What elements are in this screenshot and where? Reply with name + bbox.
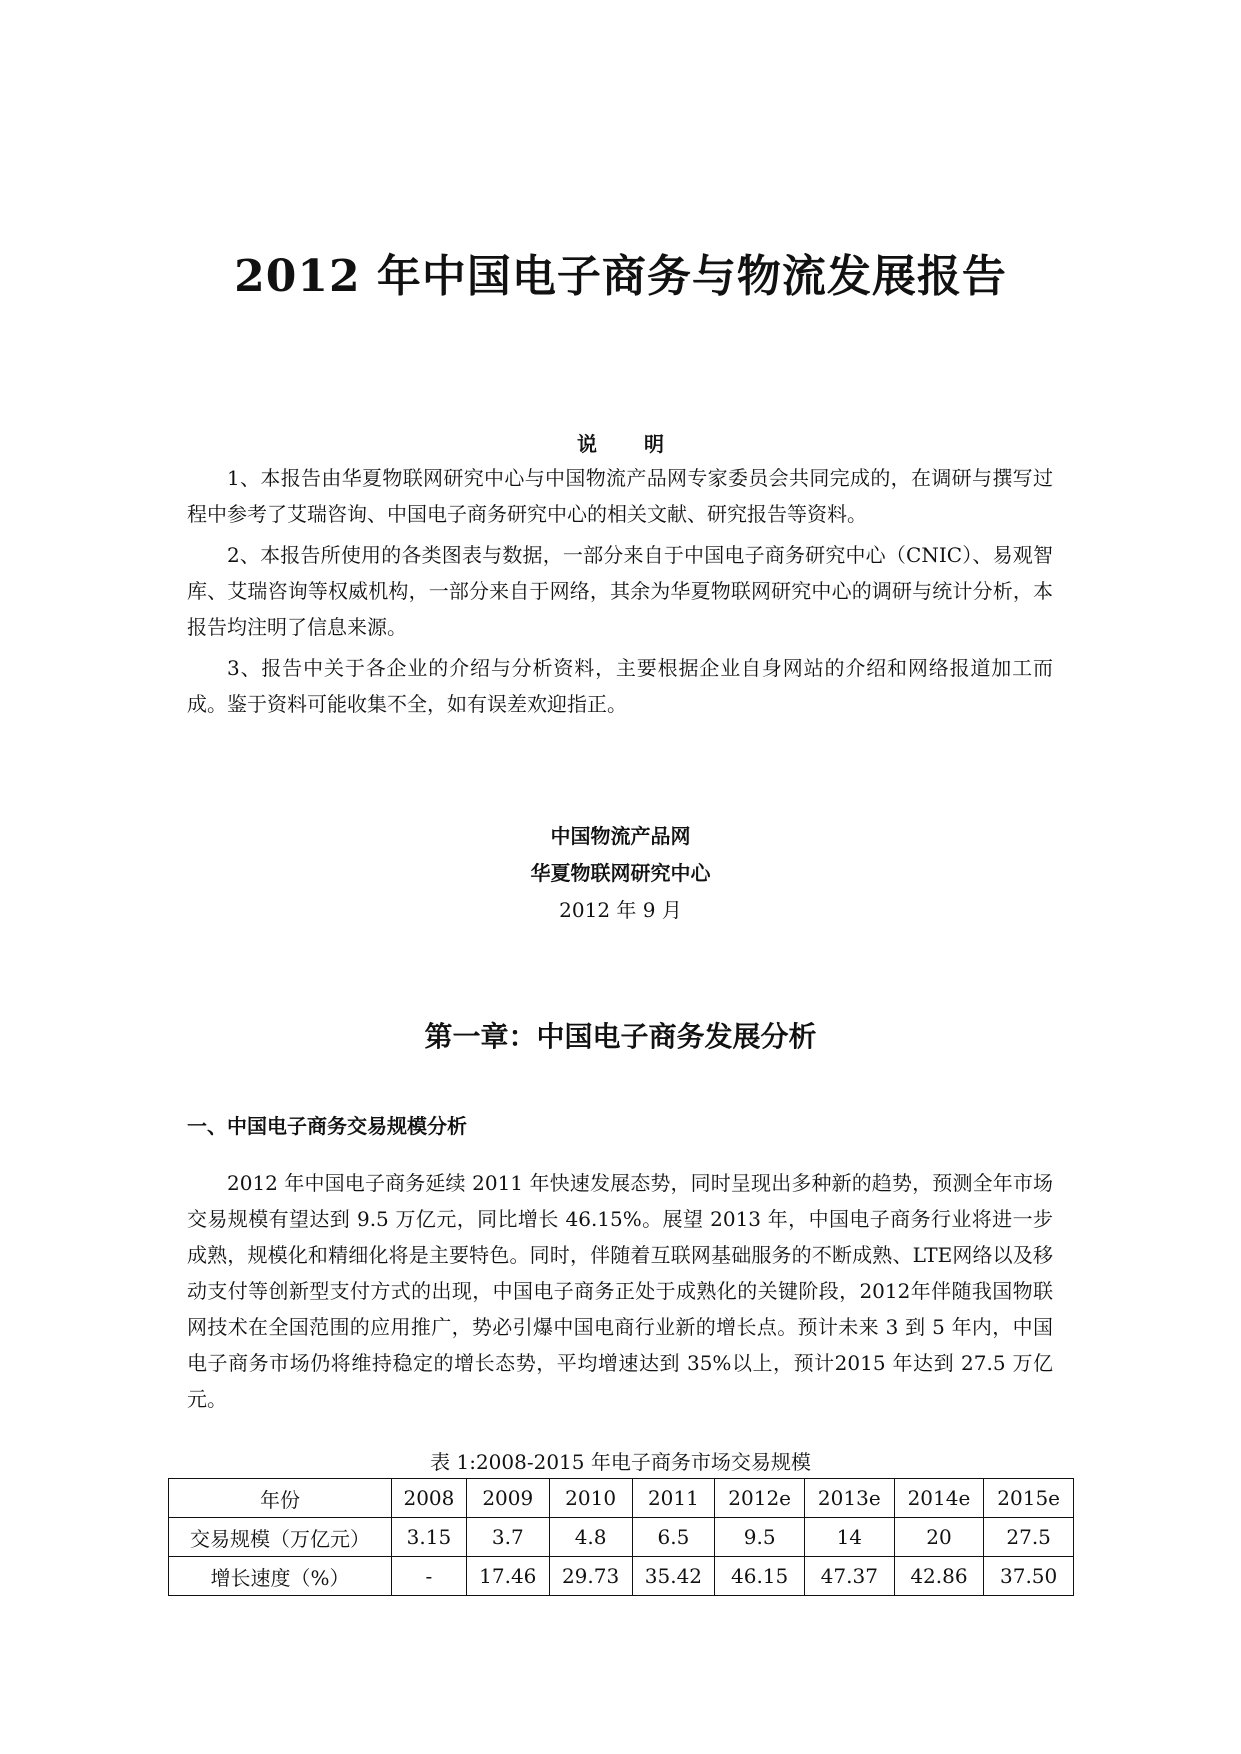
table-header-cell: 2015e <box>984 1479 1074 1518</box>
table-header-cell: 2009 <box>466 1479 549 1518</box>
section-title: 一、中国电子商务交易规模分析 <box>187 1114 467 1138</box>
table-cell: 4.8 <box>549 1518 632 1557</box>
table-row <box>169 1518 1074 1557</box>
table-cell: 增长速度（%） <box>169 1557 392 1596</box>
table-cell: 9.5 <box>715 1518 805 1557</box>
report-title: 2012 年中国电子商务与物流发展报告 <box>234 251 1007 302</box>
note-paragraph-1: 1、本报告由华夏物联网研究中心与中国物流产品网专家委员会共同完成的，在调研与撰写过程中参考了艾瑞咨询、中国电子商务研究中心的相关文献、研究报告等资料。 <box>187 466 1053 526</box>
table-cell: 20 <box>894 1518 984 1557</box>
table-header-cell: 2012e <box>715 1479 805 1518</box>
market-scale-table <box>168 1478 1074 1596</box>
table-cell: 3.7 <box>466 1518 549 1557</box>
table-cell: 3.15 <box>392 1518 467 1557</box>
table-cell: 14 <box>804 1518 894 1557</box>
note-paragraph-3: 3、报告中关于各企业的介绍与分析资料，主要根据企业自身网站的介绍和网络报道加工而成。鉴于资料可能收集不全，如有误差欢迎指正。 <box>187 656 1053 716</box>
table-cell: 6.5 <box>632 1518 715 1557</box>
note-heading: 说 明 <box>577 432 664 456</box>
table-header-cell: 2014e <box>894 1479 984 1518</box>
table-header-cell: 2008 <box>392 1479 467 1518</box>
table-cell: 17.46 <box>466 1557 549 1596</box>
table-cell: 29.73 <box>549 1557 632 1596</box>
table-header-cell: 2013e <box>804 1479 894 1518</box>
table-cell: 27.5 <box>984 1518 1074 1557</box>
table-header-cell: 年份 <box>169 1479 392 1518</box>
table-cell: 37.50 <box>984 1557 1074 1596</box>
table-row <box>169 1557 1074 1596</box>
table-header-cell: 2010 <box>549 1479 632 1518</box>
note-paragraph-2: 2、本报告所使用的各类图表与数据，一部分来自于中国电子商务研究中心（CNIC）、易观智库、艾瑞咨询等权威机构，一部分来自于网络，其余为华夏物联网研究中心的调研与统计分析，本报告均注明了信息来源。 <box>187 543 1053 639</box>
table-cell: 35.42 <box>632 1557 715 1596</box>
section-paragraph: 2012 年中国电子商务延续 2011 年快速发展态势，同时呈现出多种新的趋势，预测全年市场交易规模有望达到 9.5 万亿元，同比增长 46.15%。展望 2013 年，中国电子商务行业将进一步成熟，规模化和精细化将是主要特色。同时，伴随着互联网基础服务的不断成熟、LTE网络以及移动支付等创新型支付方式的出现，中国电子商务正处于成熟化的关键阶段，2012年伴随我国物联网技术在全国范围的应用推广，势必引爆中国电商行业新的增长点。预计未来 3 到 5 年内，中国电子商务市场仍将维持稳定的增长态势，平均增速达到 35%以上，预计2015 年达到 27.5 万亿元。 <box>187 1171 1053 1411</box>
table-header-row <box>169 1479 1074 1518</box>
report-date: 2012 年 9 月 <box>559 898 682 922</box>
table-cell: 42.86 <box>894 1557 984 1596</box>
table-cell: 交易规模（万亿元） <box>169 1518 392 1557</box>
table-caption: 表 1:2008-2015 年电子商务市场交易规模 <box>430 1450 811 1474</box>
chapter-title: 第一章：中国电子商务发展分析 <box>424 1020 817 1053</box>
table-cell: 46.15 <box>715 1557 805 1596</box>
org-name-1: 中国物流产品网 <box>550 824 691 848</box>
table-cell: 47.37 <box>804 1557 894 1596</box>
table-header-cell: 2011 <box>632 1479 715 1518</box>
table-cell: - <box>392 1557 467 1596</box>
org-name-2: 华夏物联网研究中心 <box>530 861 711 885</box>
